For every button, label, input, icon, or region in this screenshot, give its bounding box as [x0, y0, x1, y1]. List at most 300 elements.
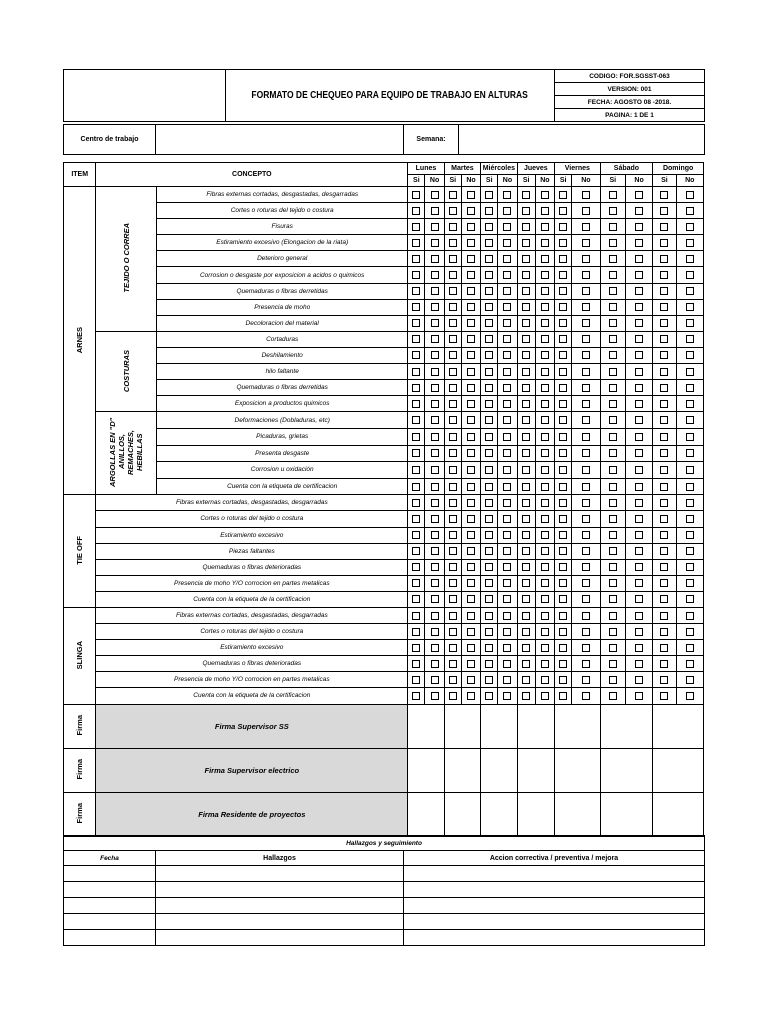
- checkbox[interactable]: [582, 644, 590, 652]
- checkbox[interactable]: [412, 207, 420, 215]
- checkbox[interactable]: [582, 303, 590, 311]
- checkbox[interactable]: [503, 303, 511, 311]
- checkbox[interactable]: [412, 223, 420, 231]
- checkbox[interactable]: [609, 612, 617, 620]
- checkbox[interactable]: [541, 644, 549, 652]
- checkbox[interactable]: [431, 579, 439, 587]
- checkbox[interactable]: [485, 644, 493, 652]
- checkbox[interactable]: [467, 384, 475, 392]
- signature-cell[interactable]: [555, 704, 601, 748]
- checkbox[interactable]: [431, 368, 439, 376]
- checkbox[interactable]: [609, 207, 617, 215]
- checkbox[interactable]: [449, 660, 457, 668]
- checkbox[interactable]: [503, 660, 511, 668]
- checkbox[interactable]: [485, 515, 493, 523]
- checkbox[interactable]: [522, 255, 530, 263]
- checkbox[interactable]: [485, 483, 493, 491]
- checkbox[interactable]: [660, 563, 668, 571]
- checkbox[interactable]: [582, 255, 590, 263]
- checkbox[interactable]: [609, 692, 617, 700]
- signature-cell[interactable]: [653, 748, 704, 792]
- checkbox[interactable]: [686, 579, 694, 587]
- checkbox[interactable]: [485, 223, 493, 231]
- checkbox[interactable]: [431, 466, 439, 474]
- signature-cell[interactable]: [481, 704, 517, 748]
- checkbox[interactable]: [467, 499, 475, 507]
- checkbox[interactable]: [660, 255, 668, 263]
- checkbox[interactable]: [522, 692, 530, 700]
- checkbox[interactable]: [635, 466, 643, 474]
- checkbox[interactable]: [582, 563, 590, 571]
- checkbox[interactable]: [609, 223, 617, 231]
- checkbox[interactable]: [431, 239, 439, 247]
- checkbox[interactable]: [431, 628, 439, 636]
- checkbox[interactable]: [431, 384, 439, 392]
- checkbox[interactable]: [686, 191, 694, 199]
- checkbox[interactable]: [609, 483, 617, 491]
- checkbox[interactable]: [412, 692, 420, 700]
- checkbox[interactable]: [609, 416, 617, 424]
- checkbox[interactable]: [541, 433, 549, 441]
- checkbox[interactable]: [635, 287, 643, 295]
- checkbox[interactable]: [635, 191, 643, 199]
- checkbox[interactable]: [485, 287, 493, 295]
- checkbox[interactable]: [522, 531, 530, 539]
- checkbox[interactable]: [449, 644, 457, 652]
- checkbox[interactable]: [582, 223, 590, 231]
- checkbox[interactable]: [467, 644, 475, 652]
- checkbox[interactable]: [635, 660, 643, 668]
- checkbox[interactable]: [431, 255, 439, 263]
- checkbox[interactable]: [559, 531, 567, 539]
- checkbox[interactable]: [609, 287, 617, 295]
- checkbox[interactable]: [582, 692, 590, 700]
- checkbox[interactable]: [559, 644, 567, 652]
- checkbox[interactable]: [541, 612, 549, 620]
- checkbox[interactable]: [609, 351, 617, 359]
- checkbox[interactable]: [431, 303, 439, 311]
- fecha-cell[interactable]: [64, 930, 156, 946]
- checkbox[interactable]: [635, 335, 643, 343]
- checkbox[interactable]: [541, 400, 549, 408]
- checkbox[interactable]: [449, 449, 457, 457]
- checkbox[interactable]: [467, 515, 475, 523]
- checkbox[interactable]: [503, 595, 511, 603]
- checkbox[interactable]: [582, 531, 590, 539]
- checkbox[interactable]: [559, 416, 567, 424]
- checkbox[interactable]: [609, 644, 617, 652]
- checkbox[interactable]: [412, 368, 420, 376]
- checkbox[interactable]: [686, 255, 694, 263]
- checkbox[interactable]: [467, 483, 475, 491]
- checkbox[interactable]: [503, 628, 511, 636]
- checkbox[interactable]: [660, 335, 668, 343]
- checkbox[interactable]: [541, 416, 549, 424]
- checkbox[interactable]: [412, 191, 420, 199]
- checkbox[interactable]: [582, 612, 590, 620]
- checkbox[interactable]: [522, 660, 530, 668]
- checkbox[interactable]: [522, 515, 530, 523]
- checkbox[interactable]: [686, 692, 694, 700]
- checkbox[interactable]: [485, 351, 493, 359]
- checkbox[interactable]: [635, 628, 643, 636]
- checkbox[interactable]: [582, 271, 590, 279]
- checkbox[interactable]: [686, 612, 694, 620]
- signature-cell[interactable]: [517, 704, 554, 748]
- checkbox[interactable]: [503, 483, 511, 491]
- checkbox[interactable]: [431, 547, 439, 555]
- checkbox[interactable]: [449, 466, 457, 474]
- checkbox[interactable]: [559, 433, 567, 441]
- checkbox[interactable]: [485, 239, 493, 247]
- checkbox[interactable]: [412, 563, 420, 571]
- checkbox[interactable]: [485, 433, 493, 441]
- checkbox[interactable]: [467, 660, 475, 668]
- checkbox[interactable]: [660, 531, 668, 539]
- checkbox[interactable]: [686, 384, 694, 392]
- signature-cell[interactable]: [408, 748, 444, 792]
- checkbox[interactable]: [449, 287, 457, 295]
- checkbox[interactable]: [503, 563, 511, 571]
- checkbox[interactable]: [467, 368, 475, 376]
- checkbox[interactable]: [686, 207, 694, 215]
- checkbox[interactable]: [660, 466, 668, 474]
- checkbox[interactable]: [559, 449, 567, 457]
- checkbox[interactable]: [431, 223, 439, 231]
- fecha-cell[interactable]: [64, 882, 156, 898]
- checkbox[interactable]: [559, 207, 567, 215]
- checkbox[interactable]: [412, 531, 420, 539]
- checkbox[interactable]: [449, 579, 457, 587]
- checkbox[interactable]: [635, 692, 643, 700]
- checkbox[interactable]: [449, 271, 457, 279]
- checkbox[interactable]: [541, 531, 549, 539]
- checkbox[interactable]: [541, 692, 549, 700]
- checkbox[interactable]: [609, 595, 617, 603]
- checkbox[interactable]: [582, 515, 590, 523]
- checkbox[interactable]: [686, 515, 694, 523]
- checkbox[interactable]: [503, 579, 511, 587]
- signature-cell[interactable]: [517, 792, 554, 836]
- checkbox[interactable]: [582, 660, 590, 668]
- checkbox[interactable]: [635, 416, 643, 424]
- checkbox[interactable]: [431, 644, 439, 652]
- checkbox[interactable]: [541, 466, 549, 474]
- checkbox[interactable]: [467, 531, 475, 539]
- checkbox[interactable]: [485, 335, 493, 343]
- checkbox[interactable]: [582, 483, 590, 491]
- checkbox[interactable]: [503, 515, 511, 523]
- checkbox[interactable]: [503, 271, 511, 279]
- checkbox[interactable]: [485, 628, 493, 636]
- checkbox[interactable]: [660, 676, 668, 684]
- checkbox[interactable]: [686, 335, 694, 343]
- checkbox[interactable]: [467, 676, 475, 684]
- checkbox[interactable]: [412, 466, 420, 474]
- checkbox[interactable]: [467, 466, 475, 474]
- checkbox[interactable]: [449, 628, 457, 636]
- checkbox[interactable]: [559, 384, 567, 392]
- checkbox[interactable]: [660, 191, 668, 199]
- checkbox[interactable]: [660, 207, 668, 215]
- checkbox[interactable]: [582, 547, 590, 555]
- checkbox[interactable]: [660, 433, 668, 441]
- checkbox[interactable]: [660, 368, 668, 376]
- semana-input[interactable]: [459, 125, 705, 155]
- checkbox[interactable]: [541, 563, 549, 571]
- checkbox[interactable]: [503, 692, 511, 700]
- checkbox[interactable]: [582, 400, 590, 408]
- checkbox[interactable]: [522, 368, 530, 376]
- checkbox[interactable]: [686, 400, 694, 408]
- checkbox[interactable]: [522, 351, 530, 359]
- checkbox[interactable]: [467, 563, 475, 571]
- checkbox[interactable]: [541, 483, 549, 491]
- checkbox[interactable]: [559, 351, 567, 359]
- checkbox[interactable]: [541, 303, 549, 311]
- checkbox[interactable]: [503, 335, 511, 343]
- checkbox[interactable]: [449, 499, 457, 507]
- checkbox[interactable]: [485, 547, 493, 555]
- checkbox[interactable]: [412, 239, 420, 247]
- checkbox[interactable]: [449, 416, 457, 424]
- checkbox[interactable]: [686, 499, 694, 507]
- checkbox[interactable]: [412, 416, 420, 424]
- checkbox[interactable]: [559, 239, 567, 247]
- checkbox[interactable]: [635, 449, 643, 457]
- checkbox[interactable]: [541, 547, 549, 555]
- checkbox[interactable]: [559, 255, 567, 263]
- checkbox[interactable]: [609, 400, 617, 408]
- checkbox[interactable]: [503, 239, 511, 247]
- checkbox[interactable]: [522, 400, 530, 408]
- checkbox[interactable]: [467, 692, 475, 700]
- checkbox[interactable]: [635, 303, 643, 311]
- checkbox[interactable]: [503, 191, 511, 199]
- checkbox[interactable]: [431, 271, 439, 279]
- checkbox[interactable]: [609, 628, 617, 636]
- hallazgo-cell[interactable]: [156, 914, 404, 930]
- checkbox[interactable]: [559, 319, 567, 327]
- checkbox[interactable]: [660, 400, 668, 408]
- signature-cell[interactable]: [408, 792, 444, 836]
- checkbox[interactable]: [559, 579, 567, 587]
- checkbox[interactable]: [522, 483, 530, 491]
- checkbox[interactable]: [541, 595, 549, 603]
- checkbox[interactable]: [582, 579, 590, 587]
- checkbox[interactable]: [449, 384, 457, 392]
- checkbox[interactable]: [467, 255, 475, 263]
- checkbox[interactable]: [635, 271, 643, 279]
- checkbox[interactable]: [541, 499, 549, 507]
- checkbox[interactable]: [467, 239, 475, 247]
- checkbox[interactable]: [412, 660, 420, 668]
- checkbox[interactable]: [485, 531, 493, 539]
- checkbox[interactable]: [609, 384, 617, 392]
- checkbox[interactable]: [485, 368, 493, 376]
- checkbox[interactable]: [522, 595, 530, 603]
- checkbox[interactable]: [522, 319, 530, 327]
- checkbox[interactable]: [635, 499, 643, 507]
- accion-cell[interactable]: [404, 882, 705, 898]
- checkbox[interactable]: [541, 223, 549, 231]
- checkbox[interactable]: [431, 319, 439, 327]
- checkbox[interactable]: [660, 483, 668, 491]
- signature-cell[interactable]: [444, 792, 480, 836]
- checkbox[interactable]: [485, 271, 493, 279]
- checkbox[interactable]: [412, 644, 420, 652]
- checkbox[interactable]: [449, 319, 457, 327]
- checkbox[interactable]: [541, 335, 549, 343]
- checkbox[interactable]: [541, 660, 549, 668]
- checkbox[interactable]: [503, 207, 511, 215]
- hallazgo-cell[interactable]: [156, 898, 404, 914]
- checkbox[interactable]: [449, 207, 457, 215]
- checkbox[interactable]: [609, 449, 617, 457]
- checkbox[interactable]: [660, 239, 668, 247]
- checkbox[interactable]: [635, 319, 643, 327]
- checkbox[interactable]: [522, 191, 530, 199]
- checkbox[interactable]: [686, 644, 694, 652]
- checkbox[interactable]: [467, 303, 475, 311]
- checkbox[interactable]: [660, 515, 668, 523]
- checkbox[interactable]: [503, 416, 511, 424]
- checkbox[interactable]: [559, 660, 567, 668]
- checkbox[interactable]: [485, 207, 493, 215]
- checkbox[interactable]: [541, 351, 549, 359]
- checkbox[interactable]: [609, 547, 617, 555]
- checkbox[interactable]: [635, 483, 643, 491]
- checkbox[interactable]: [635, 676, 643, 684]
- checkbox[interactable]: [635, 531, 643, 539]
- checkbox[interactable]: [609, 191, 617, 199]
- checkbox[interactable]: [686, 628, 694, 636]
- checkbox[interactable]: [541, 384, 549, 392]
- checkbox[interactable]: [541, 515, 549, 523]
- checkbox[interactable]: [660, 692, 668, 700]
- checkbox[interactable]: [485, 676, 493, 684]
- checkbox[interactable]: [686, 271, 694, 279]
- checkbox[interactable]: [431, 433, 439, 441]
- checkbox[interactable]: [503, 400, 511, 408]
- checkbox[interactable]: [431, 207, 439, 215]
- signature-cell[interactable]: [600, 748, 653, 792]
- checkbox[interactable]: [503, 384, 511, 392]
- checkbox[interactable]: [412, 547, 420, 555]
- checkbox[interactable]: [485, 660, 493, 668]
- checkbox[interactable]: [686, 466, 694, 474]
- fecha-cell[interactable]: [64, 898, 156, 914]
- checkbox[interactable]: [609, 515, 617, 523]
- checkbox[interactable]: [522, 223, 530, 231]
- checkbox[interactable]: [449, 335, 457, 343]
- checkbox[interactable]: [559, 628, 567, 636]
- checkbox[interactable]: [412, 483, 420, 491]
- checkbox[interactable]: [609, 466, 617, 474]
- checkbox[interactable]: [522, 547, 530, 555]
- checkbox[interactable]: [582, 384, 590, 392]
- checkbox[interactable]: [467, 416, 475, 424]
- signature-cell[interactable]: [600, 792, 653, 836]
- checkbox[interactable]: [582, 449, 590, 457]
- checkbox[interactable]: [449, 239, 457, 247]
- accion-cell[interactable]: [404, 898, 705, 914]
- checkbox[interactable]: [609, 335, 617, 343]
- checkbox[interactable]: [660, 612, 668, 620]
- checkbox[interactable]: [431, 660, 439, 668]
- checkbox[interactable]: [522, 644, 530, 652]
- checkbox[interactable]: [467, 335, 475, 343]
- checkbox[interactable]: [449, 515, 457, 523]
- checkbox[interactable]: [449, 612, 457, 620]
- checkbox[interactable]: [541, 368, 549, 376]
- checkbox[interactable]: [485, 595, 493, 603]
- checkbox[interactable]: [412, 400, 420, 408]
- checkbox[interactable]: [635, 255, 643, 263]
- accion-cell[interactable]: [404, 914, 705, 930]
- signature-cell[interactable]: [653, 704, 704, 748]
- checkbox[interactable]: [582, 628, 590, 636]
- checkbox[interactable]: [522, 579, 530, 587]
- checkbox[interactable]: [660, 287, 668, 295]
- checkbox[interactable]: [660, 416, 668, 424]
- checkbox[interactable]: [449, 433, 457, 441]
- checkbox[interactable]: [522, 239, 530, 247]
- checkbox[interactable]: [449, 676, 457, 684]
- checkbox[interactable]: [559, 400, 567, 408]
- checkbox[interactable]: [686, 660, 694, 668]
- checkbox[interactable]: [609, 368, 617, 376]
- checkbox[interactable]: [582, 466, 590, 474]
- checkbox[interactable]: [503, 255, 511, 263]
- checkbox[interactable]: [431, 191, 439, 199]
- checkbox[interactable]: [412, 628, 420, 636]
- checkbox[interactable]: [609, 255, 617, 263]
- checkbox[interactable]: [609, 271, 617, 279]
- checkbox[interactable]: [609, 433, 617, 441]
- checkbox[interactable]: [660, 319, 668, 327]
- checkbox[interactable]: [559, 303, 567, 311]
- checkbox[interactable]: [503, 676, 511, 684]
- checkbox[interactable]: [582, 351, 590, 359]
- checkbox[interactable]: [503, 612, 511, 620]
- checkbox[interactable]: [431, 287, 439, 295]
- checkbox[interactable]: [660, 303, 668, 311]
- signature-cell[interactable]: [444, 704, 480, 748]
- checkbox[interactable]: [503, 644, 511, 652]
- checkbox[interactable]: [431, 400, 439, 408]
- checkbox[interactable]: [635, 384, 643, 392]
- checkbox[interactable]: [412, 303, 420, 311]
- checkbox[interactable]: [559, 547, 567, 555]
- checkbox[interactable]: [412, 319, 420, 327]
- checkbox[interactable]: [609, 303, 617, 311]
- checkbox[interactable]: [582, 239, 590, 247]
- checkbox[interactable]: [449, 351, 457, 359]
- checkbox[interactable]: [412, 449, 420, 457]
- checkbox[interactable]: [559, 287, 567, 295]
- checkbox[interactable]: [485, 692, 493, 700]
- checkbox[interactable]: [541, 239, 549, 247]
- checkbox[interactable]: [503, 223, 511, 231]
- checkbox[interactable]: [431, 483, 439, 491]
- checkbox[interactable]: [660, 579, 668, 587]
- signature-cell[interactable]: [600, 704, 653, 748]
- checkbox[interactable]: [582, 319, 590, 327]
- checkbox[interactable]: [660, 271, 668, 279]
- checkbox[interactable]: [503, 531, 511, 539]
- checkbox[interactable]: [467, 449, 475, 457]
